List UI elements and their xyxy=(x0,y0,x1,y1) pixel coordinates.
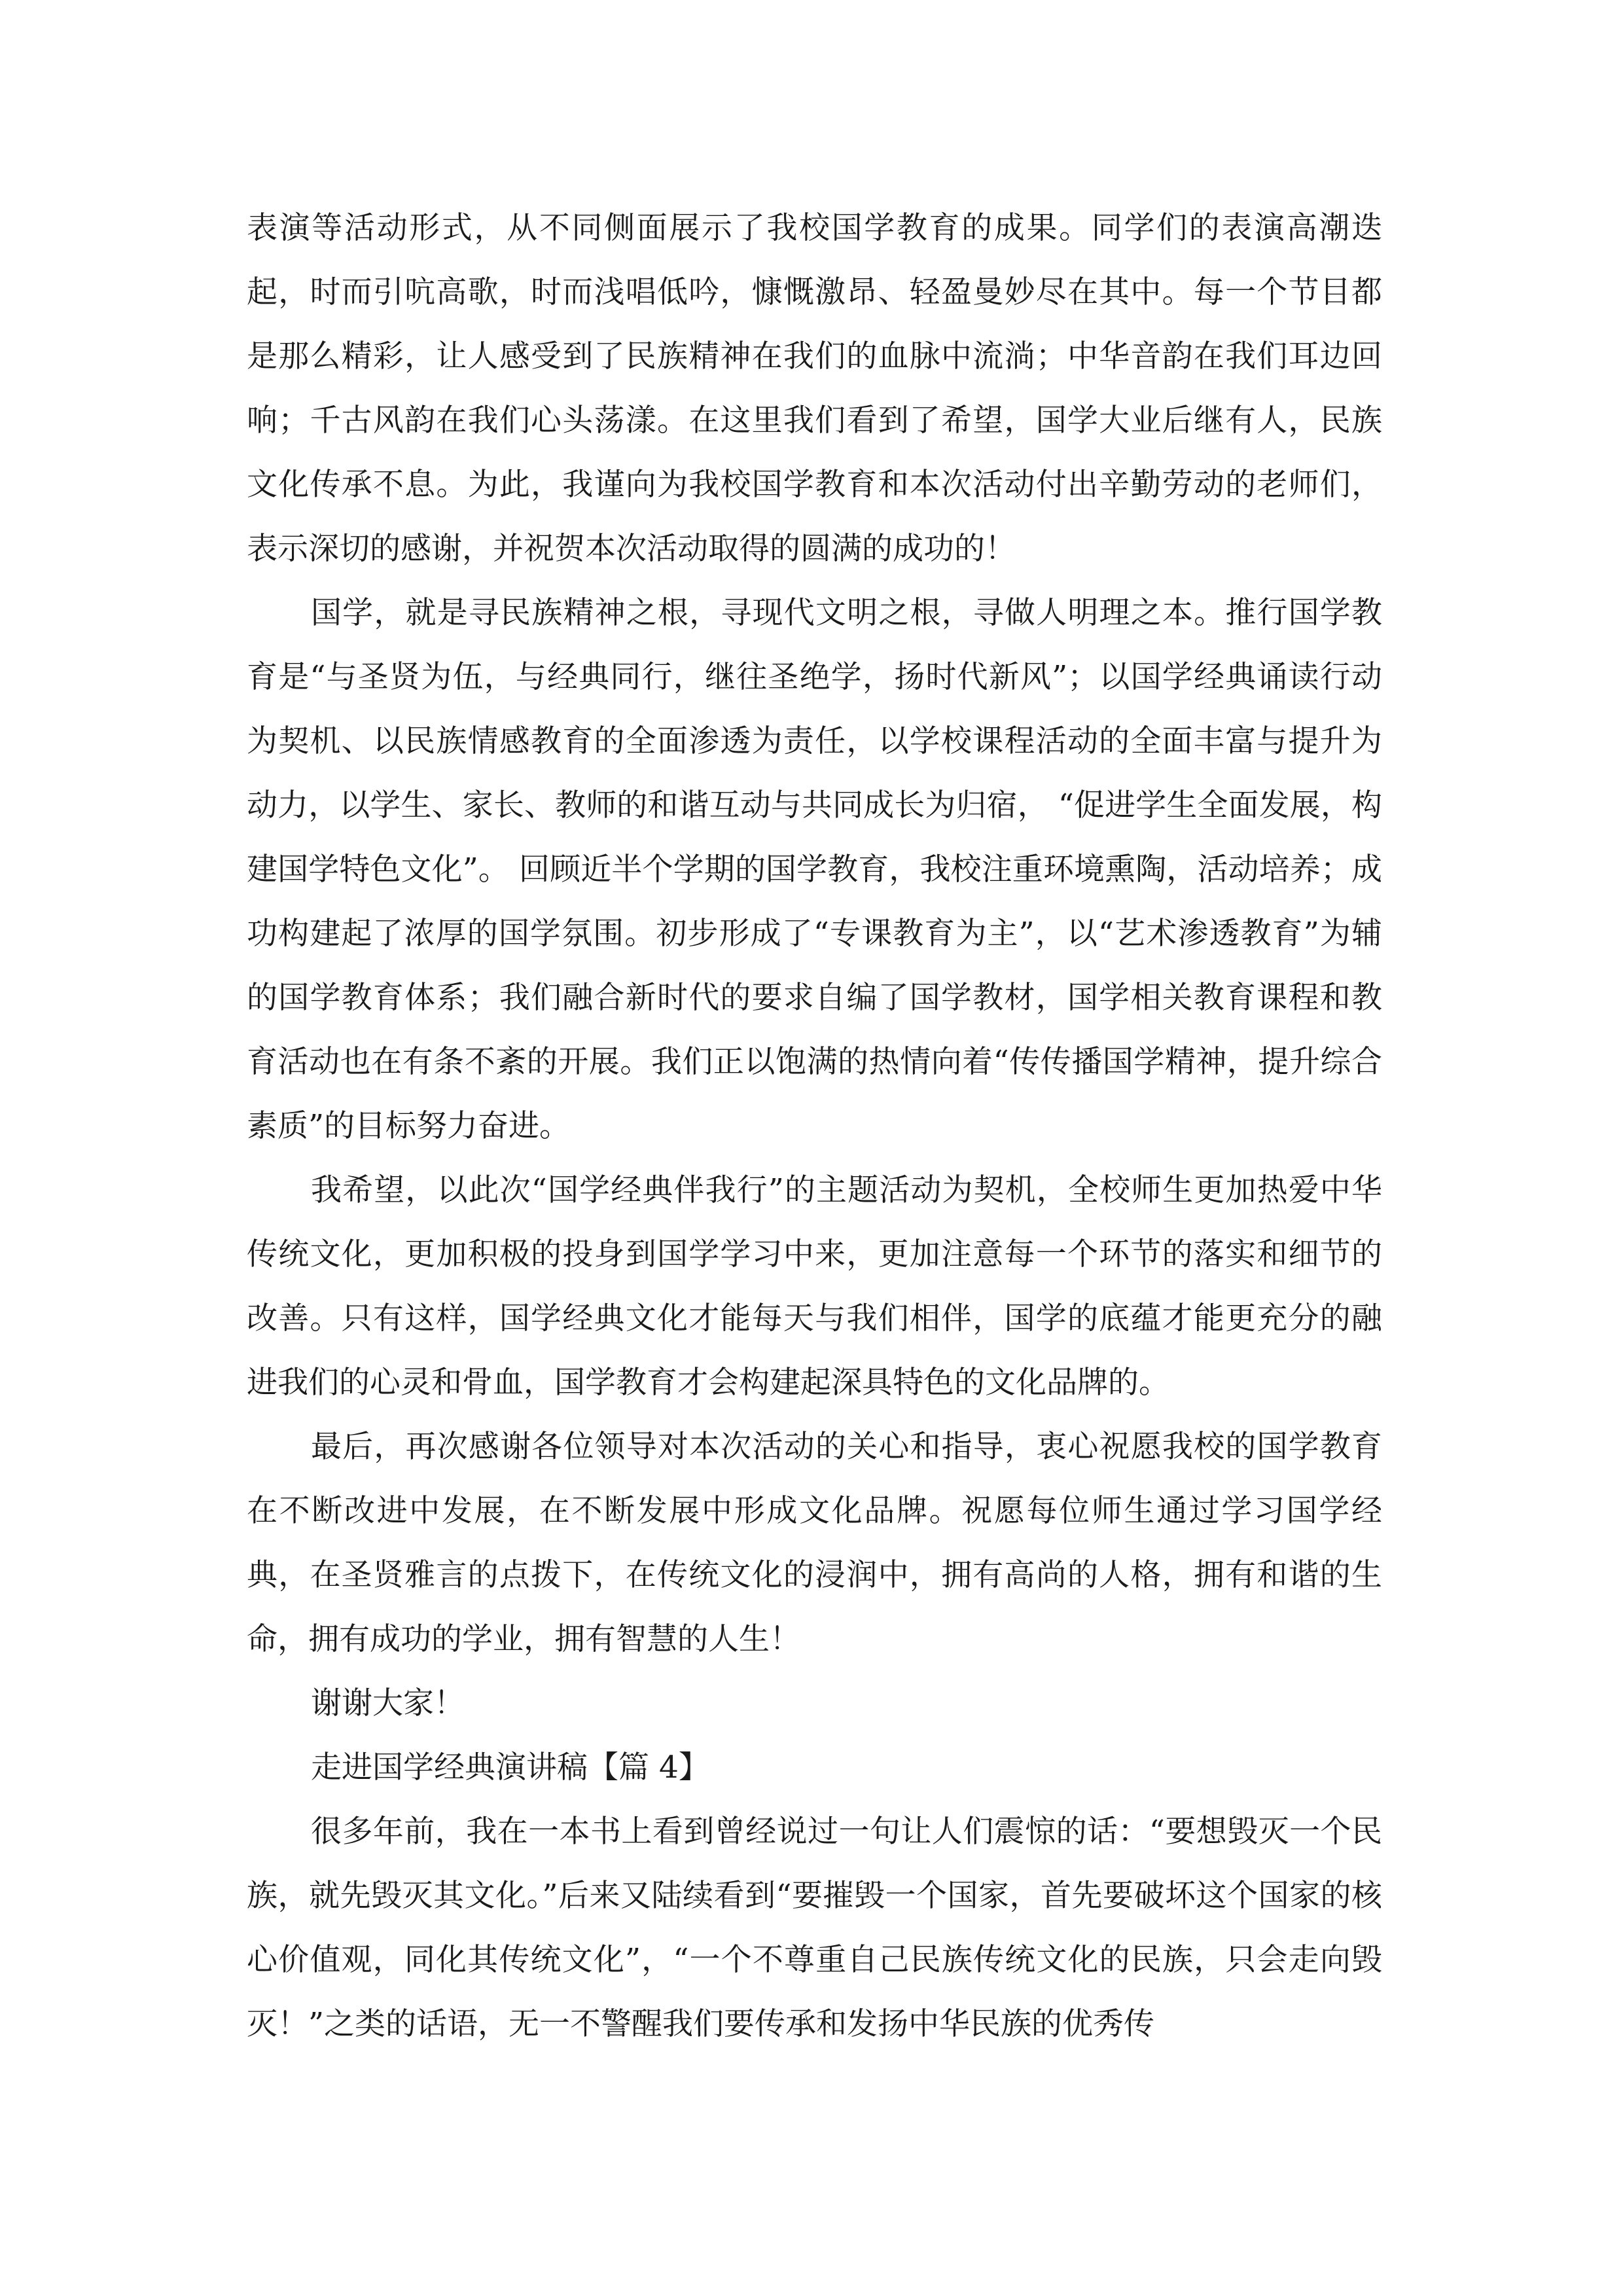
closing-thanks: 谢谢大家！ xyxy=(311,1685,465,1721)
document-body xyxy=(247,196,1382,2056)
paragraph: 最后，再次感谢各位领导对本次活动的关心和指导，衷心祝愿我校的国学教育在不断改进中发展，在不断发展中形成文化品牌。祝愿每位师生通过学习国学经典，在圣贤雅言的点拨下，在传统文化的浸润中，拥有高尚的人格，拥有和谐的生命，拥有成功的学业，拥有智慧的人生！ xyxy=(247,1429,1382,1657)
paragraph: 我希望，以此次“国学经典伴我行”的主题活动为契机，全校师生更加热爱中华传统文化，更加积极的投身到国学学习中来，更加注意每一个环节的落实和细节的改善。只有这样，国学经典文化才能每天与我们相伴，国学的底蕴才能更充分的融进我们的心灵和骨血，国学教育才会构建起深具特色的文化品牌的。 xyxy=(247,1172,1382,1401)
paragraph: 很多年前，我在一本书上看到曾经说过一句让人们震惊的话：“要想毁灭一个民族，就先毁灭其文化。”后来又陆续看到“要摧毁一个国家，首先要破坏这个国家的核心价值观，同化其传统文化”，“一个不尊重自己民族传统文化的民族，只会走向毁灭！”之类的话语，无一不警醒我们要传承和发扬中华民族的优秀传 xyxy=(247,1814,1382,2042)
paragraph-continued: 表演等活动形式，从不同侧面展示了我校国学教育的成果。同学们的表演高潮迭起，时而引吭高歌，时而浅唱低吟，慷慨激昂、轻盈曼妙尽在其中。每一个节目都是那么精彩，让人感受到了民族精神在我们的血脉中流淌；中华音韵在我们耳边回响；千古风韵在我们心头荡漾。在这里我们看到了希望，国学大业后继有人，民族文化传承不息。为此，我谨向为我校国学教育和本次活动付出辛勤劳动的老师们，表示深切的感谢，并祝贺本次活动取得的圆满的成功的！ xyxy=(247,210,1382,567)
paragraph: 国学，就是寻民族精神之根，寻现代文明之根，寻做人明理之本。推行国学教育是“与圣贤为伍，与经典同行，继往圣绝学，扬时代新风”；以国学经典诵读行动为契机、以民族情感教育的全面渗透为责任，以学校课程活动的全面丰富与提升为动力，以学生、家长、教师的和谐互动与共同成长为归宿， “促进学生全面发展，构建国学特色文化”。 回顾近半个学期的国学教育，我校注重环境熏陶，活动培养；成功构建起了浓厚的国学氛围。初步形成了“专课教育为主”，以“艺术渗透教育”为辅的国学教育体系；我们融合新时代的要求自编了国学教材，国学相关教育课程和教育活动也在有条不紊的开展。我们正以饱满的热情向着“传传播国学精神，提升综合素质”的目标努力奋进。 xyxy=(247,595,1382,1144)
section-heading: 走进国学经典演讲稿【篇 4】 xyxy=(311,1749,709,1785)
